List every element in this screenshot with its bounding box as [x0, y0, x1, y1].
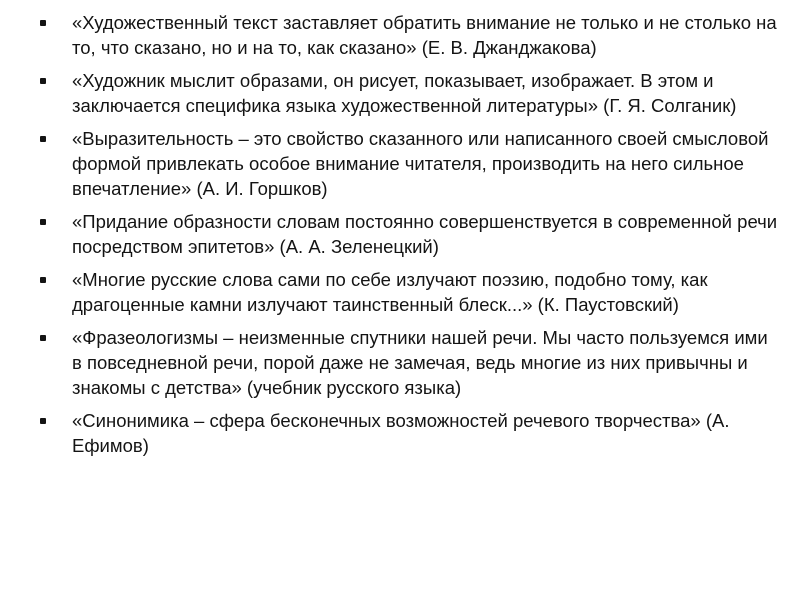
quote-item: [40, 325, 780, 400]
quote-item: [40, 10, 780, 60]
bullet-icon: [40, 335, 46, 341]
bullet-icon: [40, 136, 46, 142]
bullet-icon: [40, 20, 46, 26]
bullet-icon: [40, 418, 46, 424]
quote-text: «Придание образности словам постоянно совершенствуется в современной речи посредством эпитетов» (А. А. Зеленецкий): [72, 211, 778, 257]
quote-item: [40, 267, 780, 317]
quote-text: «Синонимика – сфера бесконечных возможностей речевого творчества» (А. Ефимов): [72, 410, 730, 456]
quote-text: «Художественный текст заставляет обратить внимание не только и не столько на то, что сказано, но и на то, как сказано» (Е. В. Джанджакова): [72, 12, 777, 58]
bullet-icon: [40, 277, 46, 283]
quote-text: «Фразеологизмы – неизменные спутники нашей речи. Мы часто пользуемся ими в повседневной речи, порой даже не замечая, ведь многие из них привычны и знакомы с детства» (учебник русского языка): [72, 327, 768, 398]
quote-item: [40, 126, 780, 201]
quote-item: [40, 68, 780, 118]
bullet-icon: [40, 78, 46, 84]
quote-item: [40, 408, 780, 458]
quote-text: «Выразительность – это свойство сказанного или написанного своей смысловой формой привлекать особое внимание читателя, производить на него сильное впечатление» (А. И. Горшков): [72, 128, 769, 199]
quote-item: [40, 209, 780, 259]
bullet-icon: [40, 219, 46, 225]
quote-list: [40, 10, 780, 466]
quote-text: «Художник мыслит образами, он рисует, показывает, изображает. В этом и заключается специфика языка художественной литературы» (Г. Я. Солганик): [72, 70, 737, 116]
quote-text: «Многие русские слова сами по себе излучают поэзию, подобно тому, как драгоценные камни излучают таинственный блеск...» (К. Паустовский): [72, 269, 708, 315]
